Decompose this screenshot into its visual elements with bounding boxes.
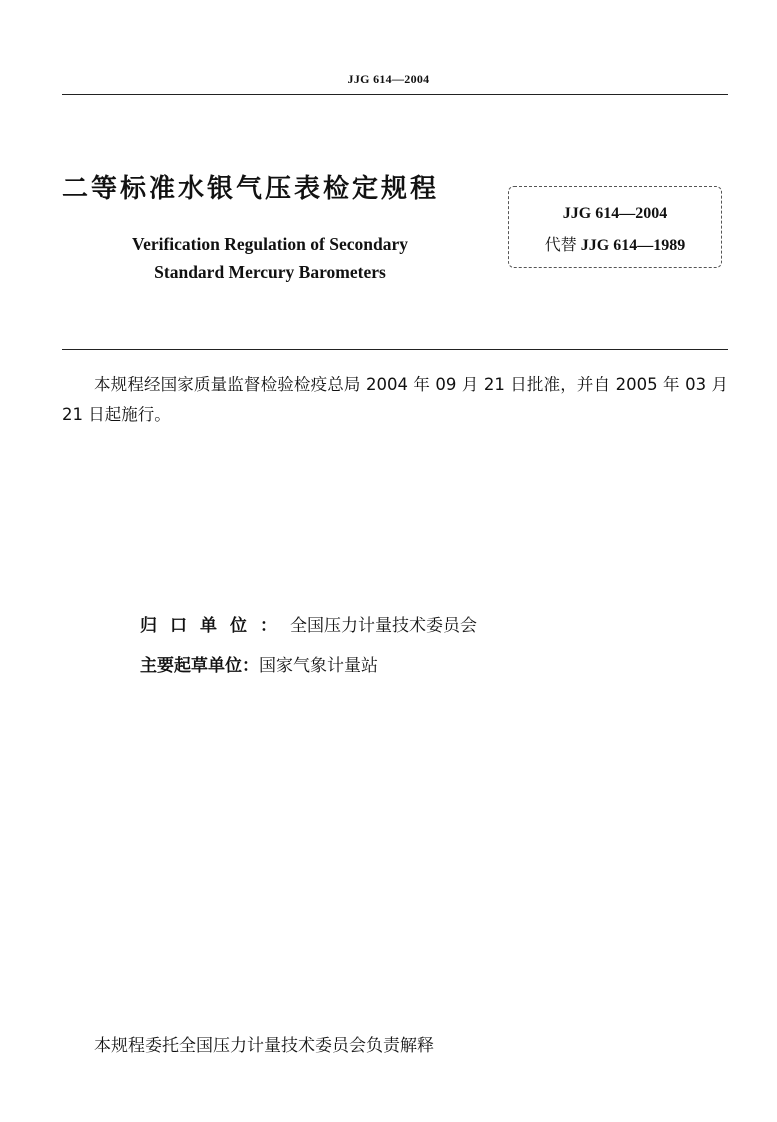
header-standard-code: JJG 614—2004 — [347, 72, 430, 86]
title-english-line-1: Verification Regulation of Secondary — [132, 234, 408, 254]
interpretation-note: 本规程委托全国压力计量技术委员会负责解释 — [94, 1036, 434, 1056]
drafting-org-label: 主要起草单位： — [140, 656, 259, 676]
current-standard-code: JJG 614—2004 — [562, 205, 668, 222]
drafting-org-row — [140, 651, 378, 676]
section-divider — [62, 349, 728, 350]
standard-code-box — [508, 186, 722, 268]
header-divider — [62, 94, 728, 95]
responsible-org-label: 归口单位： — [140, 616, 290, 636]
replaced-standard-code: JJG 614—1989 — [580, 237, 686, 254]
responsible-org-value: 全国压力计量技术委员会 — [290, 616, 477, 636]
responsible-org-row — [140, 611, 477, 636]
title-chinese: 二等标准水银气压表检定规程 — [62, 174, 440, 204]
drafting-org-value: 国家气象计量站 — [259, 656, 378, 676]
replaces-prefix: 代替 — [544, 235, 577, 254]
title-english-line-2: Standard Mercury Barometers — [154, 262, 386, 282]
approval-statement: 本规程经国家质量监督检验检疫总局 2004 年 09 月 21 日批准，并自 2005 年 03 月 21 日起施行。 — [62, 375, 728, 424]
replaced-standard-line — [508, 232, 722, 255]
